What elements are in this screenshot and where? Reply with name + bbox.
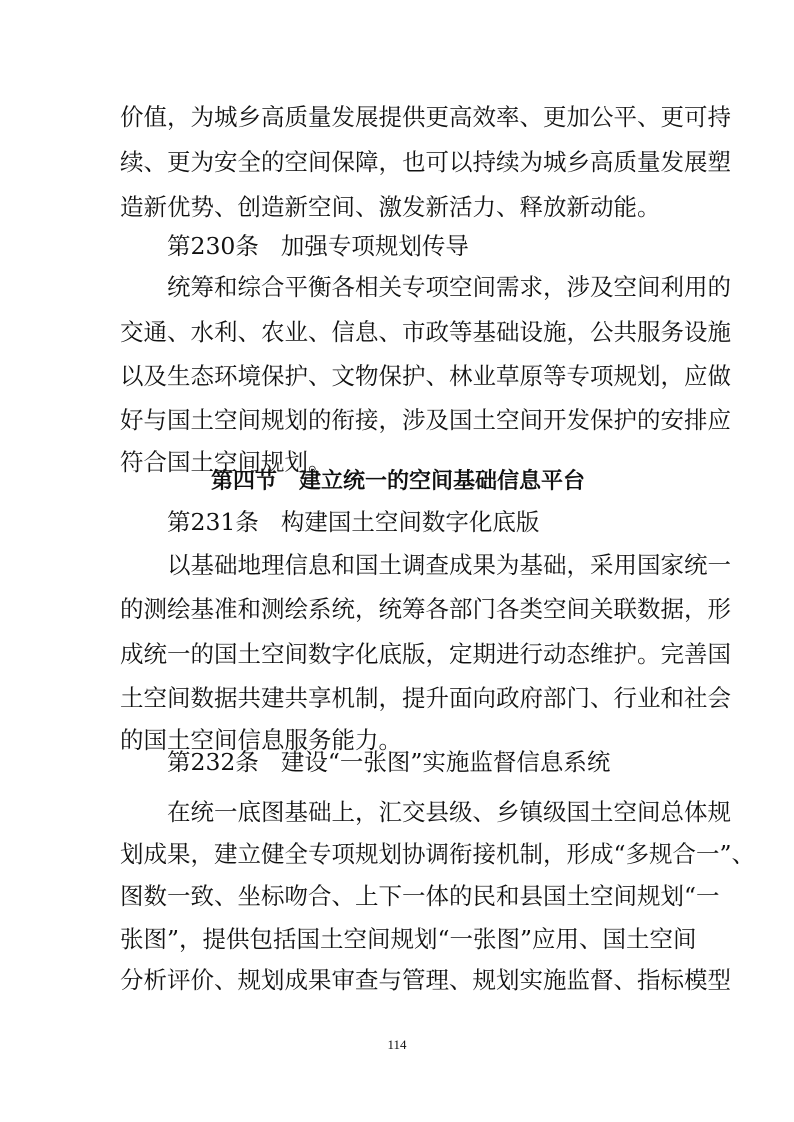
paragraph-line: 交通、水利、农业、信息、市政等基础设施，公共服务设施: [120, 318, 731, 346]
article-heading-230: [167, 226, 676, 266]
paragraph-line: 续、更为安全的空间保障，也可以持续为城乡高质量发展塑: [120, 148, 731, 176]
article-title: 构建国土空间数字化底版: [280, 508, 540, 536]
paragraph-line: 成统一的国土空间数字化底版，定期进行动态维护。完善国: [120, 640, 731, 668]
article-heading-232: [167, 742, 676, 782]
paragraph-line: 划成果，建立健全专项规划协调衔接机制，形成“多规合一”、: [120, 840, 756, 868]
paragraph-line: 造新优势、创造新空间、激发新活力、释放新动能。: [120, 193, 661, 221]
paragraph-line: 以及生态环境保护、文物保护、林业草原等专项规划，应做: [120, 362, 731, 390]
paragraph-line: 价值，为城乡高质量发展提供更高效率、更加公平、更可持: [120, 103, 731, 131]
article-number: 第231条: [167, 508, 259, 536]
paragraph-line: 统筹和综合平衡各相关专项空间需求，涉及空间利用的: [167, 273, 731, 301]
section-heading: 第四节 建立统一的空间基础信息平台: [210, 469, 585, 494]
article-title: 加强专项规划传导: [280, 232, 469, 260]
paragraph-line: 在统一底图基础上，汇交县级、乡镇级国土空间总体规: [167, 798, 731, 826]
paragraph-line: 的国土空间信息服务能力。: [120, 726, 402, 754]
paragraph-line: 以基础地理信息和国土调查成果为基础，采用国家统一: [167, 551, 731, 579]
article-heading-231: [167, 502, 676, 542]
paragraph-line: 张图”，提供包括国土空间规划“一张图”应用、国土空间: [120, 925, 697, 953]
article-number: 第232条: [167, 748, 259, 776]
article-number: 第230条: [167, 232, 259, 260]
page-number: 114: [387, 1037, 407, 1052]
paragraph-line: 分析评价、规划成果审查与管理、规划实施监督、指标模型: [120, 966, 731, 994]
paragraph-line: 好与国土空间规划的衔接，涉及国土空间开发保护的安排应: [120, 406, 731, 434]
paragraph-line: 图数一致、坐标吻合、上下一体的民和县国土空间规划“一: [120, 882, 720, 910]
paragraph-line: 符合国土空间规划。: [120, 448, 332, 476]
paragraph-line: 的测绘基准和测绘系统，统筹各部门各类空间关联数据，形: [120, 595, 731, 623]
article-title: 建设“一张图”实施监督信息系统: [280, 748, 611, 776]
paragraph-line: 土空间数据共建共享机制，提升面向政府部门、行业和社会: [120, 684, 731, 712]
